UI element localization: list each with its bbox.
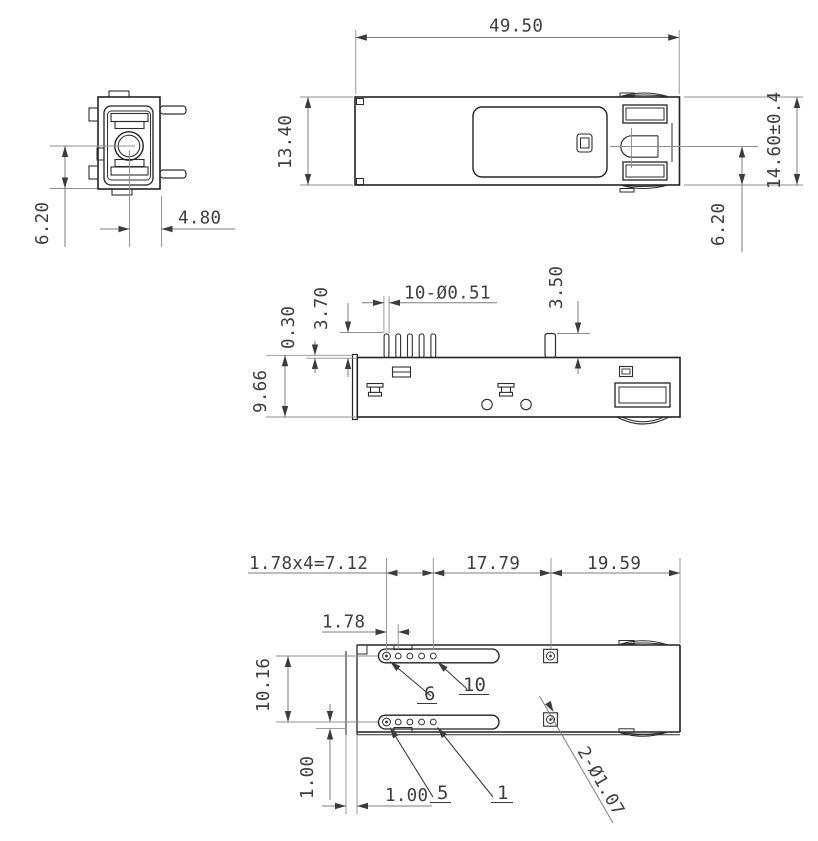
emi-spring-top [620, 93, 668, 97]
latch-feature-right [498, 384, 514, 397]
alignment-post [545, 334, 556, 358]
dim-bottom-hole-diameter [540, 696, 628, 823]
label-area [473, 107, 607, 177]
side-view [251, 266, 680, 424]
pin-label-1: 1 [497, 782, 509, 804]
top-view-geometry [355, 93, 680, 192]
bottom-view [248, 554, 680, 823]
dim-bottom-edge-offset-label: 1.00 [385, 786, 429, 806]
mount-pin-bottom [160, 170, 186, 178]
dim-side-pin-height [312, 287, 383, 377]
pin-label-5: 5 [437, 782, 449, 804]
dim-bottom-post-to-end-label: 19.59 [587, 554, 642, 574]
dim-top-port-offset-label: 6.20 [709, 202, 729, 246]
dim-bottom-edge-offset [322, 786, 432, 806]
dim-bottom-row-offset-label: 1.00 [298, 755, 318, 799]
alignment-hole-top [544, 649, 558, 662]
dim-top-length [356, 17, 679, 95]
dim-side-standoff-label: 0.30 [279, 305, 299, 349]
dim-top-body-width-label: 13.40 [276, 114, 296, 169]
dim-top-body-width [276, 97, 353, 185]
dim-front-width [100, 150, 235, 247]
dim-bottom-pin-pitch-label: 1.78 [322, 612, 366, 633]
dim-bottom-row-spacing [254, 656, 378, 722]
pin-label-6: 6 [424, 683, 436, 705]
dim-top-overall-width-label: 14.60±0.4 [765, 91, 785, 189]
dim-bottom-main-chain [248, 554, 680, 651]
latch-feature-left [367, 384, 383, 397]
pin-slot-bottom [379, 715, 500, 729]
dim-top-overall-width [684, 91, 803, 189]
dim-front-height [33, 146, 135, 247]
front-view [33, 91, 235, 247]
pin-label-10: 10 [463, 674, 486, 696]
dim-top-length-label: 49.50 [489, 16, 544, 37]
dim-bottom-row-spacing-label: 10.16 [254, 657, 274, 712]
side-view-geometry [353, 334, 681, 425]
pin-slot-top [379, 649, 500, 663]
dim-side-pin-height-label: 3.70 [312, 286, 332, 330]
mount-pin-top [160, 106, 186, 114]
dim-front-height-label: 6.20 [33, 201, 53, 245]
front-view-geometry [89, 91, 186, 195]
through-pins [384, 334, 436, 358]
dim-bottom-hole-diameter-label: 2-Ø1.07 [572, 743, 628, 820]
dim-bottom-pins-to-post-label: 17.79 [466, 554, 521, 574]
dim-side-body-height [251, 355, 357, 417]
dim-bottom-pin-span-label: 1.78x4=7.12 [249, 554, 369, 574]
pin-holes-bottom-row [383, 718, 437, 726]
leader-arrow [545, 701, 553, 712]
dim-bottom-row-offset [298, 704, 346, 800]
dim-side-pin-diameter [362, 284, 497, 334]
dim-side-post-height-label: 3.50 [547, 265, 567, 309]
top-view [276, 17, 803, 253]
dim-side-body-height-label: 9.66 [251, 369, 271, 413]
pin-holes-top-row [383, 652, 437, 660]
dim-side-pin-diameter-label: 10-Ø0.51 [404, 283, 491, 304]
dim-front-width-label: 4.80 [178, 208, 222, 229]
